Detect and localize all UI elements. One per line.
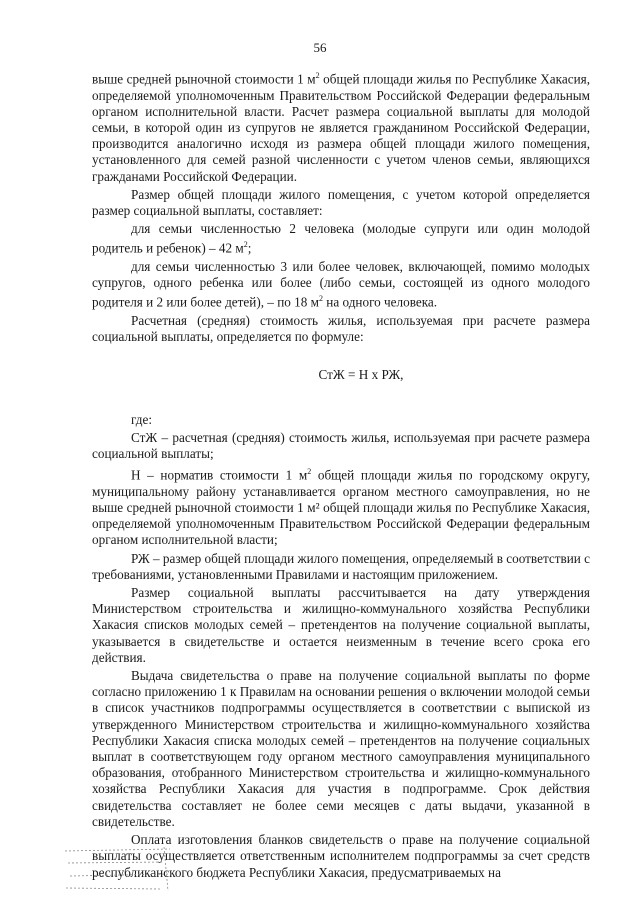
paragraph [92, 259, 590, 311]
paragraphs-before-formula [92, 68, 590, 345]
superscript: 2 [315, 71, 320, 80]
paragraph-text: РЖ – размер общей площади жилого помещения, определяемый в соответствии с требованиями, установленными Правилами и настоящим приложением. [92, 550, 590, 582]
paragraph-text: Оплата изготовления бланков свидетельств о праве на получение социальной выплаты осуществляется ответственным исполнителем подпрограммы за счет средств республиканского бюджета Республики Хакасия, предусматриваемых на [92, 832, 590, 880]
superscript: 2 [243, 240, 248, 250]
paragraph [92, 430, 590, 462]
paragraph-text-continued: ; [247, 240, 252, 256]
scan-stamp-mark [60, 843, 180, 895]
page-number: 56 [313, 40, 327, 55]
paragraphs-after-formula [92, 412, 590, 881]
paragraph-text: где: [131, 411, 152, 427]
paragraph [92, 313, 590, 345]
paragraph-text-continued: общей площади жилья по Республике Хакасия, определяемой уполномоченным Правительством Российской Федерации федеральным органом исполнительной власти. Расчет размера социальной выплаты для молодой семьи, в которой один из супругов не является гражданином Российской Федерации, производится аналогично исходя из размера общей площади жилого помещения, установленного для семей разной численности с учетом членов семьи, являющихся гражданами Российской Федерации. [92, 71, 590, 184]
superscript: 2 [318, 294, 323, 304]
paragraph-text: Н – норматив стоимости 1 м [131, 467, 308, 483]
paragraph [92, 68, 590, 185]
paragraph-text: для семьи численностью 3 или более человек, включающей, помимо молодых супругов, одного ребенка или более (либо семьи, состоящей из одного молодого родителя и 2 или более детей), – по 18 м [92, 259, 590, 310]
paragraph [92, 551, 590, 583]
paragraph-text: для семьи численностью 2 человека (молодые супруги или один молодой родитель и ребенок) – 42 м [92, 221, 590, 256]
paragraph [92, 412, 590, 428]
paragraph [92, 221, 590, 257]
paragraph-text: Размер общей площади жилого помещения, с учетом которой определяется размер социальной выплаты, составляет: [92, 186, 590, 219]
paragraph [92, 668, 590, 830]
document-body [92, 68, 590, 883]
paragraph-text: Расчетная (средняя) стоимость жилья, используемая при расчете размера социальной выплаты, определяется по формуле: [92, 313, 590, 345]
paragraph-text: выше средней рыночной стоимости 1 м [92, 71, 316, 87]
paragraph-text-continued: общей площади жилья по городскому округу, муниципальному району устанавливается органом местного самоуправления, но не выше средней рыночной стоимости 1 м² общей площади жилья по Республике Хакасия, определяемой уполномоченным Правительством Российской Федерации федеральным органом исполнительной власти; [92, 467, 591, 548]
paragraph-text: Размер социальной выплаты рассчитывается на дату утверждения Министерством строительства и жилищно-коммунального хозяйства Республики Хакасия списков молодых семей – претендентов на получение социальной выплаты, указывается в свидетельстве и остается неизменным в течение всего срока его действия. [92, 585, 590, 665]
paragraph [92, 585, 590, 666]
paragraph [92, 187, 590, 219]
paragraph-text: СтЖ – расчетная (средняя) стоимость жилья, используемая при расчете размера социальной выплаты; [92, 429, 590, 462]
superscript: 2 [307, 467, 312, 477]
paragraph-text: Выдача свидетельства о праве на получение социальной выплаты по форме согласно приложению 1 к Правилам на основании решения о включении молодой семьи в список участников подпрограммы осуществляется в соответствии с выпиской из утвержденного Министерством строительства и жилищно-коммунального хозяйства Республики Хакасия списка молодых семей – претендентов на получение социальных выплат в соответствующем году органом местного самоуправления муниципального образования, отобранного Министерством строительства и жилищно-коммунального хозяйства Республики Хакасия для участия в подпрограмме. Срок действия свидетельства составляет не более семи месяцев с даты выдачи, указанной в свидетельстве. [92, 668, 590, 829]
formula: СтЖ = Н х РЖ, [318, 367, 404, 383]
paragraph [92, 464, 590, 548]
paragraph-text-continued: на одного человека. [322, 294, 438, 310]
